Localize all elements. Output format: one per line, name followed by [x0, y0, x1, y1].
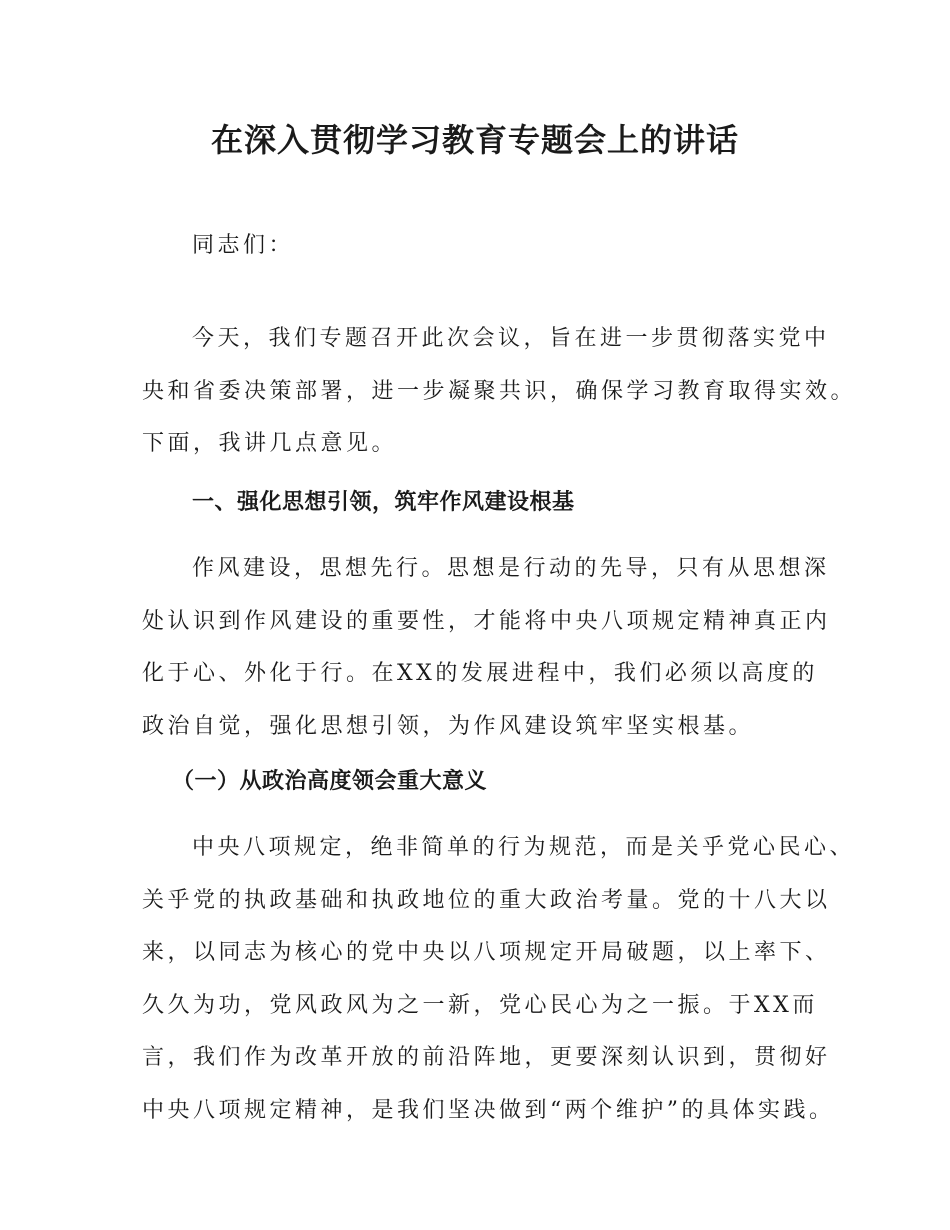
- subsection-heading: （一）从政治高度领会重大意义: [172, 769, 488, 794]
- paragraph-line: 中央八项规定精神，是我们坚决做到“两个维护”的具体实践。: [142, 1097, 835, 1123]
- paragraph-line: 久久为功，党风政风为之一新，党心民心为之一振。于XX而: [142, 992, 818, 1018]
- intro-paragraph: [142, 313, 857, 471]
- paragraph-line: 言，我们作为改革开放的前沿阵地，更要深刻认识到，贯彻好: [142, 1045, 831, 1070]
- section-paragraph: [142, 543, 832, 753]
- paragraph-line: 化于心、外化于行。在XX的发展进程中，我们必须以高度的: [142, 661, 818, 686]
- document-title: 在深入贯彻学习教育专题会上的讲话: [210, 121, 739, 159]
- paragraph-line: 中央八项规定，绝非简单的行为规范，而是关乎党心民心、: [192, 835, 856, 860]
- section-heading: 一、强化思想引领，筑牢作风建设根基: [192, 490, 575, 515]
- paragraph-line: 作风建设，思想先行。思想是行动的先导，只有从思想深: [192, 556, 830, 581]
- paragraph-line: 今天，我们专题召开此次会议，旨在进一步贯彻落实党中: [192, 326, 830, 351]
- paragraph-line: 关乎党的执政基础和执政地位的重大政治考量。党的十八大以: [142, 887, 831, 913]
- paragraph-line: 下面，我讲几点意见。: [142, 431, 398, 456]
- salutation: [142, 220, 832, 273]
- paragraph-line: 处认识到作风建设的重要性，才能将中央八项规定精神真正内: [142, 608, 831, 634]
- subsection-paragraph: [142, 822, 856, 1137]
- paragraph-line: 央和省委决策部署，进一步凝聚共识，确保学习教育取得实效。: [142, 378, 857, 404]
- salutation-line: 同志们：: [192, 233, 295, 258]
- paragraph-line: 来，以同志为核心的党中央以八项规定开局破题，以上率下、: [142, 940, 831, 965]
- paragraph-line: 政治自觉，强化思想引领，为作风建设筑牢坚实根基。: [142, 713, 755, 739]
